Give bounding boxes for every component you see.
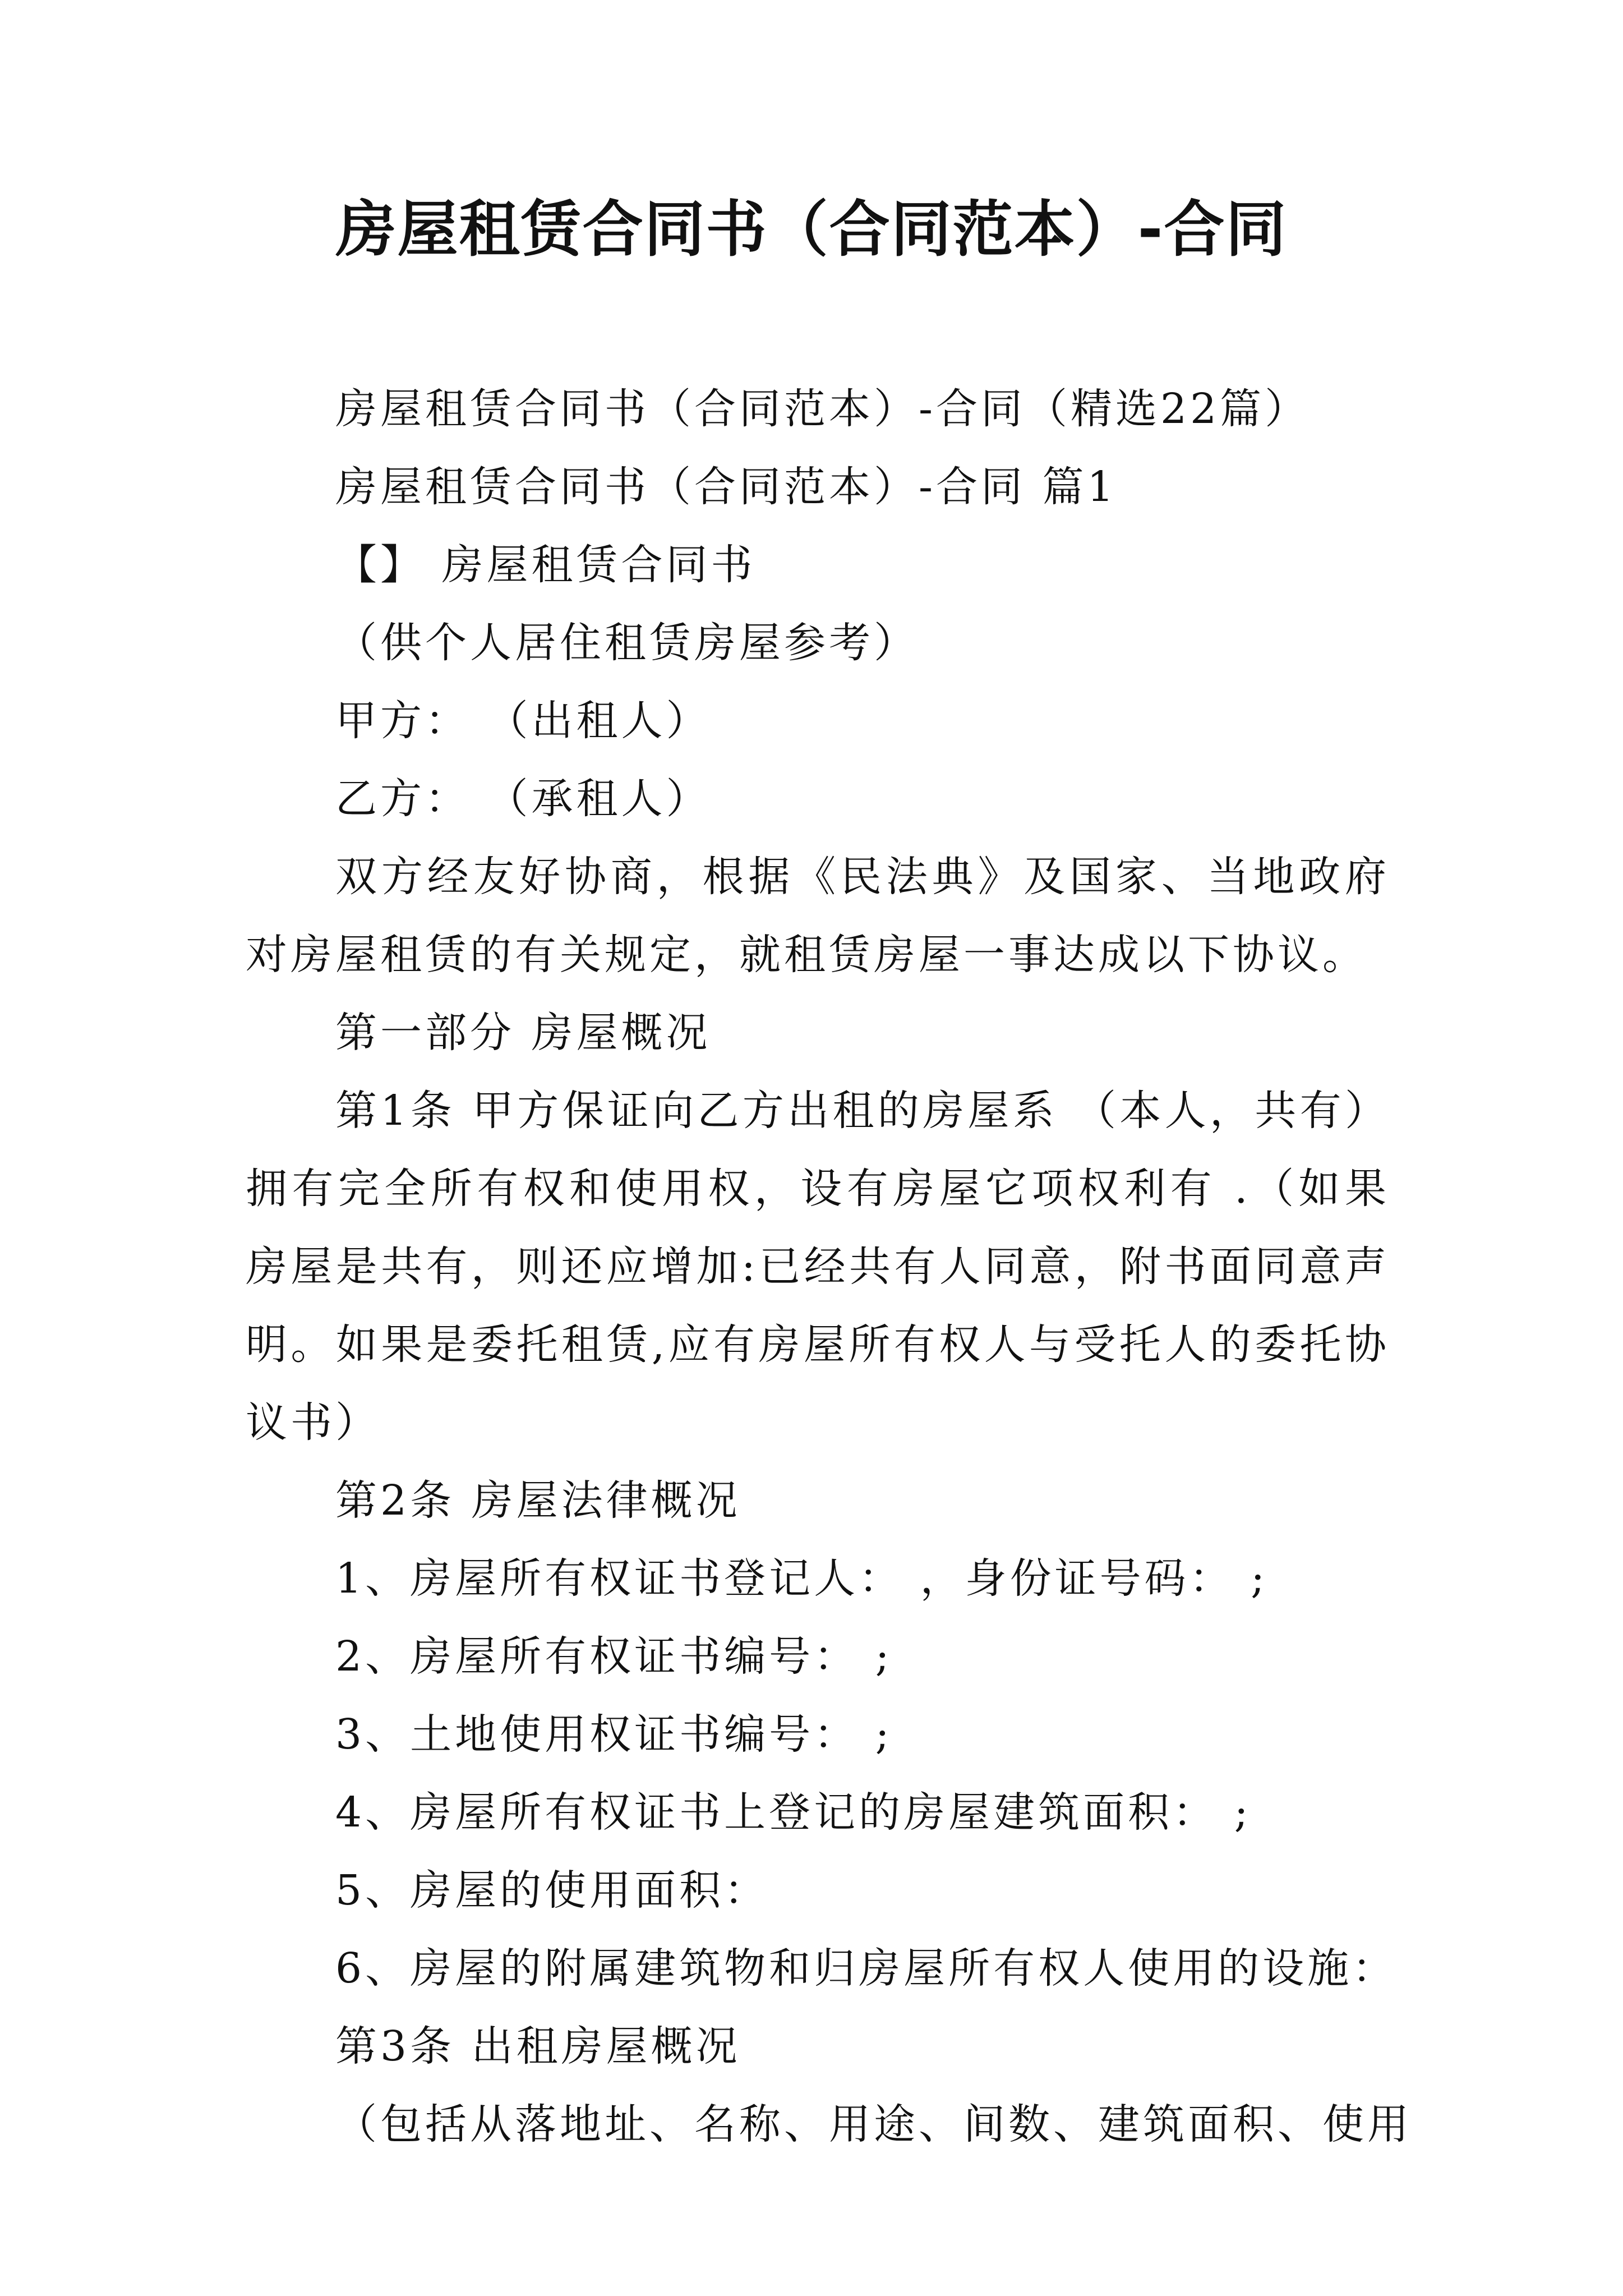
paragraph-part-one-heading: 第一部分 房屋概况 (335, 1009, 711, 1057)
paragraph-party-a: 甲方： （出租人） (335, 697, 711, 745)
paragraph-subtitle: 房屋租赁合同书（合同范本）-合同（精选22篇） (335, 385, 1310, 433)
paragraph-agreement-intro: 双方经友好协商，根据《民法典》及国家、当地政府对房屋租赁的有关规定，就租赁房屋一事达成以下协议。 (246, 853, 1390, 979)
list-item: 2、房屋所有权证书编号： ; (335, 1632, 893, 1681)
document-body (246, 370, 1412, 2164)
paragraph-article-1: 第1条 甲方保证向乙方出租的房屋系 （本人，共有）拥有完全所有权和使用权，设有房屋它项权利有 .（如果房屋是共有，则还应增加:已经共有人同意，附书面同意声明。如果是委托租赁,应有房屋所有权人与受托人的委托协议书） (246, 1087, 1390, 1447)
paragraph-contract-name: 【】 房屋租赁合同书 (335, 541, 756, 589)
paragraph-article-3-heading: 第3条 出租房屋概况 (335, 2022, 741, 2070)
paragraph-section-heading: 房屋租赁合同书（合同范本）-合同 篇1 (335, 463, 1117, 511)
list-item: 6、房屋的附属建筑物和归房屋所有权人使用的设施： (335, 1944, 1398, 1993)
list-item: 5、房屋的使用面积： (335, 1866, 769, 1915)
list-item: 4、房屋所有权证书上登记的房屋建筑面积： ; (335, 1788, 1252, 1837)
paragraph-usage-note: （供个人居住租赁房屋参考） (335, 619, 919, 667)
list-item: 1、房屋所有权证书登记人： ，身份证号码： ; (335, 1554, 1269, 1603)
paragraph-article-3-body: （包括从落地址、名称、用途、间数、建筑面积、使用 (335, 2100, 1412, 2148)
document-title: 房屋租赁合同书（合同范本）-合同 (335, 195, 1288, 265)
paragraph-party-b: 乙方： （承租人） (335, 775, 711, 823)
list-item: 3、土地使用权证书编号： ; (335, 1710, 893, 1759)
paragraph-article-2-heading: 第2条 房屋法律概况 (335, 1476, 741, 1525)
